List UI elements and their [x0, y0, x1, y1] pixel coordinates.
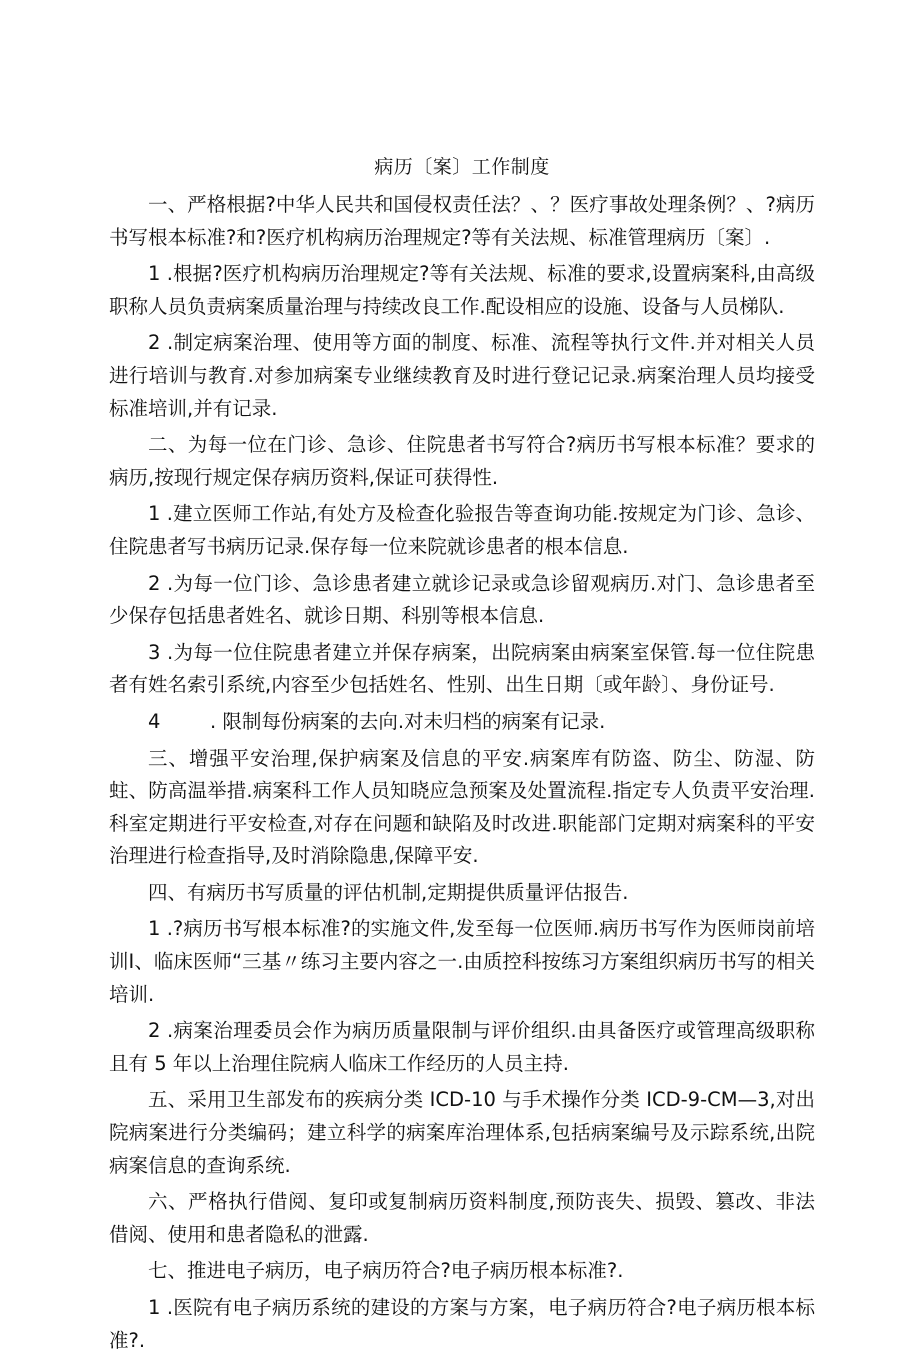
paragraph-section-7-item-1: 1 .医院有电子病历系统的建设的方案与方案，电子病历符合?电子病历根本标准?.	[109, 1296, 815, 1352]
paragraph-section-7: 七、推进电子病历，电子病历符合?电子病历根本标准?.	[148, 1259, 624, 1283]
paragraph-section-2-item-2: 2 .为每一位门诊、急诊患者建立就诊记录或急诊留观病历.对门、急诊患者至少保存包括患者姓名、就诊日期、科别等根本信息.	[109, 571, 815, 628]
paragraph-section-5: 五、采用卫生部发布的疾病分类 ICD-10 与手术操作分类 ICD-9-CM—3,对出院病案进行分类编码；建立科学的病案库治理体系,包括病案编号及示踪系统,出院病案信息的查询系统.	[109, 1088, 815, 1177]
paragraph-section-6: 六、严格执行借阅、复印或复制病历资料制度,预防丧失、损毁、篡改、非法借阅、使用和患者隐私的泄露.	[109, 1190, 815, 1246]
paragraph-section-4-item-2: 2 .病案治理委员会作为病历质量限制与评价组织.由具备医疗或管理高级职称且有 5 年以上治理住院病人临床工作经历的人员主持.	[109, 1019, 815, 1075]
paragraph-section-1-item-1: 1 .根据?医疗机构病历治理规定?等有关法规、标准的要求,设置病案科,由高级职称人员负责病案质量治理与持续改良工作.配设相应的设施、设备与人员梯队.	[109, 262, 815, 318]
paragraph-section-2-item-1: 1 .建立医师工作站,有处方及检查化验报告等查询功能.按规定为门诊、急诊、住院患者写书病历记录.保存每一位来院就诊患者的根本信息.	[109, 502, 815, 558]
paragraph-section-1: 一、严格根据?中华人民共和国侵权责任法？、？医疗事故处理条例？、?病历书写根本标准?和?医疗机构病历治理规定?等有关法规、标准管理病历〔案〕.	[109, 193, 815, 249]
paragraph-section-1-item-2: 2 .制定病案治理、使用等方面的制度、标准、流程等执行文件.并对相关人员进行培训与教育.对参加病案专业继续教育及时进行登记记录.病案治理人员均接受标准培训,并有记录.	[109, 331, 815, 420]
document-body	[109, 151, 815, 1361]
paragraph-section-2: 二、为每一位在门诊、急诊、住院患者书写符合?病历书写根本标准？要求的病历,按现行规定保存病历资料,保证可获得性.	[109, 433, 815, 489]
paragraph-section-2-item-3: 3 .为每一位住院患者建立并保存病案，出院病案由病案室保管.每一位住院患者有姓名索引系统,内容至少包括姓名、性别、出生日期〔或年龄〕、身份证号.	[109, 640, 815, 697]
document-title: 病历〔案〕工作制度	[374, 156, 550, 178]
paragraph-section-4-item-1: 1 .?病历书写根本标准?的实施文件,发至每一位医师.病历书写作为医师岗前培训I、临床医师“三基〃练习主要内容之一.由质控科按练习方案组织病历书写的相关培训.	[109, 917, 815, 1006]
paragraph-section-4: 四、有病历书写质量的评估机制,定期提供质量评估报告.	[148, 880, 629, 904]
paragraph-section-3: 三、增强平安治理,保护病案及信息的平安.病案库有防盗、防尘、防湿、防蛀、防高温举措.病案科工作人员知晓应急预案及处置流程.指定专人负责平安治理.科室定期进行平安检查,对存在问题和缺陷及时改进.职能部门定期对病案科的平安治理进行检查指导,及时消除隐患,保障平安.	[109, 746, 815, 868]
paragraph-section-2-item-4: 4 . 限制每份病案的去向.对未归档的病案有记录.	[148, 709, 606, 733]
